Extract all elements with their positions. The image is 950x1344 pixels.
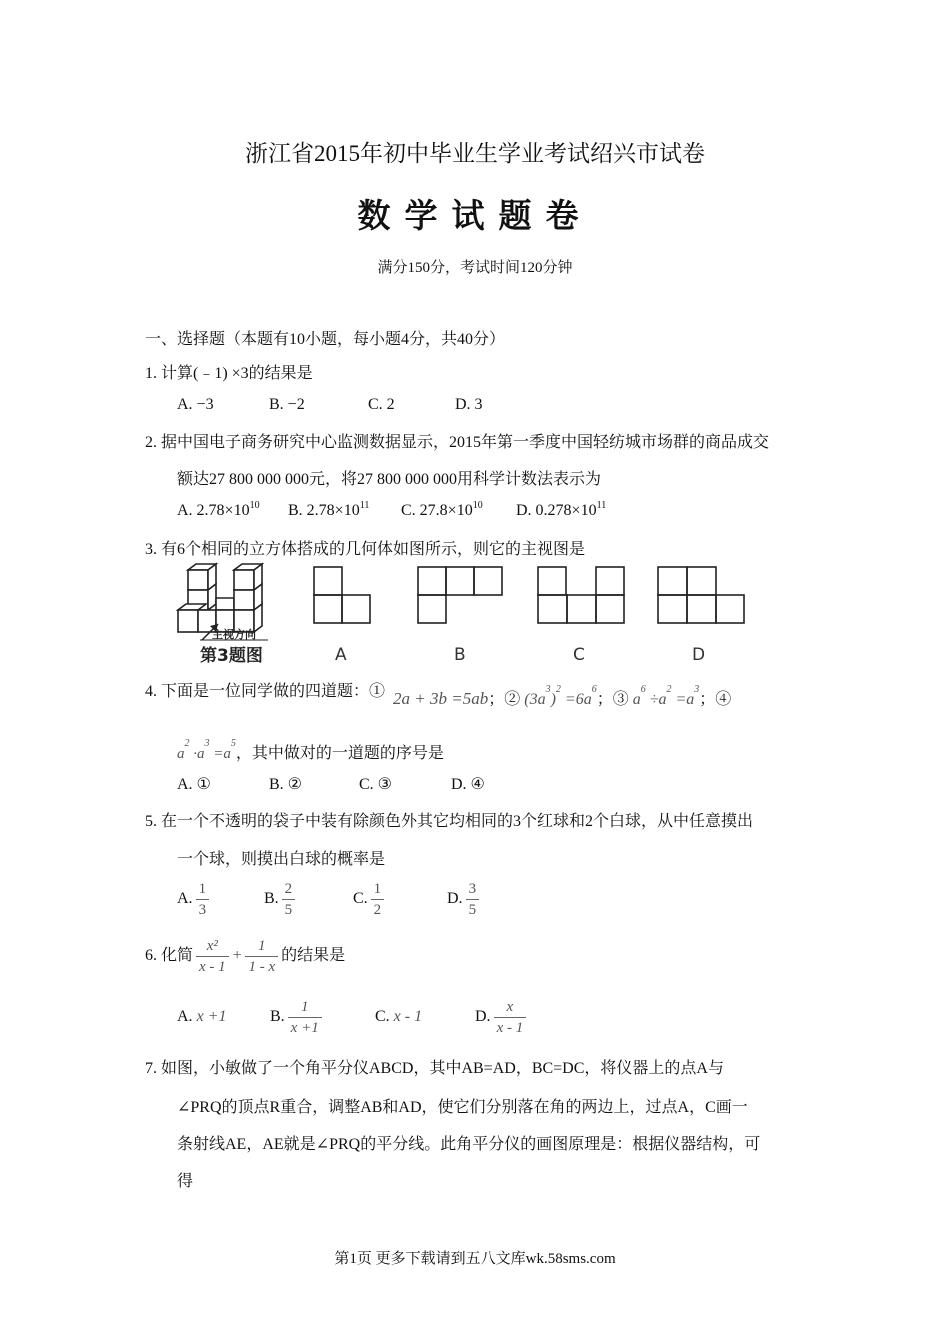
q5-option-b: B. $\frac{2}{5}$ xyxy=(264,879,298,920)
q3-label-a: A xyxy=(335,645,347,665)
q3-figures xyxy=(170,562,770,670)
q3-figure-caption: 第3题图 xyxy=(200,646,263,666)
q2-option-a: A. $2.78\times 10^{10}$ xyxy=(177,500,260,519)
q2-option-d: D. $0.278\times 10^{11}$ xyxy=(516,500,607,519)
section-heading: 一、选择题（本题有10小题，每小题4分，共40分） xyxy=(145,331,506,348)
q1-option-d: D. 3 xyxy=(455,396,483,413)
q1-option-b: B. −2 xyxy=(269,396,305,413)
page-footer: 第1页 更多下载请到五八文库wk.58sms.com xyxy=(334,1251,616,1267)
q6-option-d: D. $\frac{x}{x - 1}$ xyxy=(475,997,529,1038)
q2-option-c: C. $27.8\times 10^{10}$ xyxy=(401,500,483,519)
q3-arrow-label: 主视方向 xyxy=(212,628,256,641)
q4-eq4: $a^2 \cdot a^3 =a^5$ xyxy=(177,738,236,762)
q3-label-b: B xyxy=(454,645,466,665)
q3-label-c: C xyxy=(573,645,585,665)
q3-view-b xyxy=(418,567,502,623)
q3-stem: 3. 有6个相同的立方体搭成的几何体如图所示，则它的主视图是 xyxy=(145,541,586,558)
q4-stem: 4. 下面是一位同学做的四道题：① 2a + 3b =5ab；② $(3a^3)^2 =6a^6$；③ $a^6 \div a^2 =a^3$；④ xyxy=(145,683,732,708)
q4-eq1: 2a + 3b =5ab xyxy=(393,689,489,708)
q3-solid-figure xyxy=(178,564,262,632)
q3-view-a xyxy=(314,567,370,623)
q7-line3: 条射线AE，AE就是∠PRQ的平分线。此角平分仪的画图原理是：根据仪器结构，可 xyxy=(177,1136,761,1153)
q5-stem-line1: 5. 在一个不透明的袋子中装有除颜色外其它均相同的3个红球和2个白球，从中任意摸出 xyxy=(145,813,754,830)
subject-title: 数学试题卷 xyxy=(357,199,593,235)
q4-eq3: $a^6 \div a^2 =a^3$ xyxy=(632,684,700,708)
q5-option-a: A. $\frac{1}{3}$ xyxy=(177,879,212,920)
q7-line2: ∠PRQ的顶点R重合，调整AB和AD，使它们分别落在角的两边上，过点A，C画一 xyxy=(177,1099,748,1116)
q4-stem-line2: $a^2 \cdot a^3 =a^5$，其中做对的一道题的序号是 xyxy=(177,738,444,762)
q2-option-b: B. $2.78\times 10^{11}$ xyxy=(288,500,370,519)
q3-label-d: D xyxy=(692,645,706,665)
q4-option-a: A. ① xyxy=(177,776,211,793)
q4-option-b: B. ② xyxy=(269,776,303,793)
q1-option-c: C. 2 xyxy=(368,396,395,413)
q1-stem: 1. 计算(﹣1) ×3的结果是 xyxy=(145,365,313,382)
q4-option-c: C. ③ xyxy=(359,776,393,793)
q7-line4: 得 xyxy=(177,1173,194,1190)
q5-stem-line2: 一个球，则摸出白球的概率是 xyxy=(177,851,386,868)
q4-eq2: $(3a^3)^2 =6a^6$ xyxy=(524,684,597,708)
q6-stem: 6. 化简 $\frac{\text{x²}}{x - 1}$ + $\frac{1}{1 - x}$ 的结果是 xyxy=(145,938,346,975)
exam-title: 浙江省2015年初中毕业生学业考试绍兴市试卷 xyxy=(245,141,705,166)
q4-option-d: D. ④ xyxy=(451,776,485,793)
q2-stem-line1: 2. 据中国电子商务研究中心监测数据显示，2015年第一季度中国轻纺城市场群的商品成交 xyxy=(145,434,770,451)
exam-info: 满分150分，考试时间120分钟 xyxy=(377,260,573,276)
q7-line1: 7. 如图，小敏做了一个角平分仪ABCD，其中AB=AD，BC=DC，将仪器上的点A与 xyxy=(145,1060,724,1077)
q6-option-b: B. $\frac{1}{x +1}$ xyxy=(270,997,325,1038)
q5-option-d: D. $\frac{3}{5}$ xyxy=(447,879,482,920)
q5-option-c: C. $\frac{1}{2}$ xyxy=(353,879,387,920)
q2-stem-line2: 额达27 800 000 000元，将27 800 000 000用科学计数法表示为 xyxy=(177,471,602,488)
q1-option-a: A. −3 xyxy=(177,396,214,413)
q3-view-c xyxy=(538,567,624,623)
q3-view-d xyxy=(658,567,744,623)
q6-option-a: A. x +1 xyxy=(177,1008,227,1025)
q6-option-c: C. x - 1 xyxy=(375,1008,423,1025)
